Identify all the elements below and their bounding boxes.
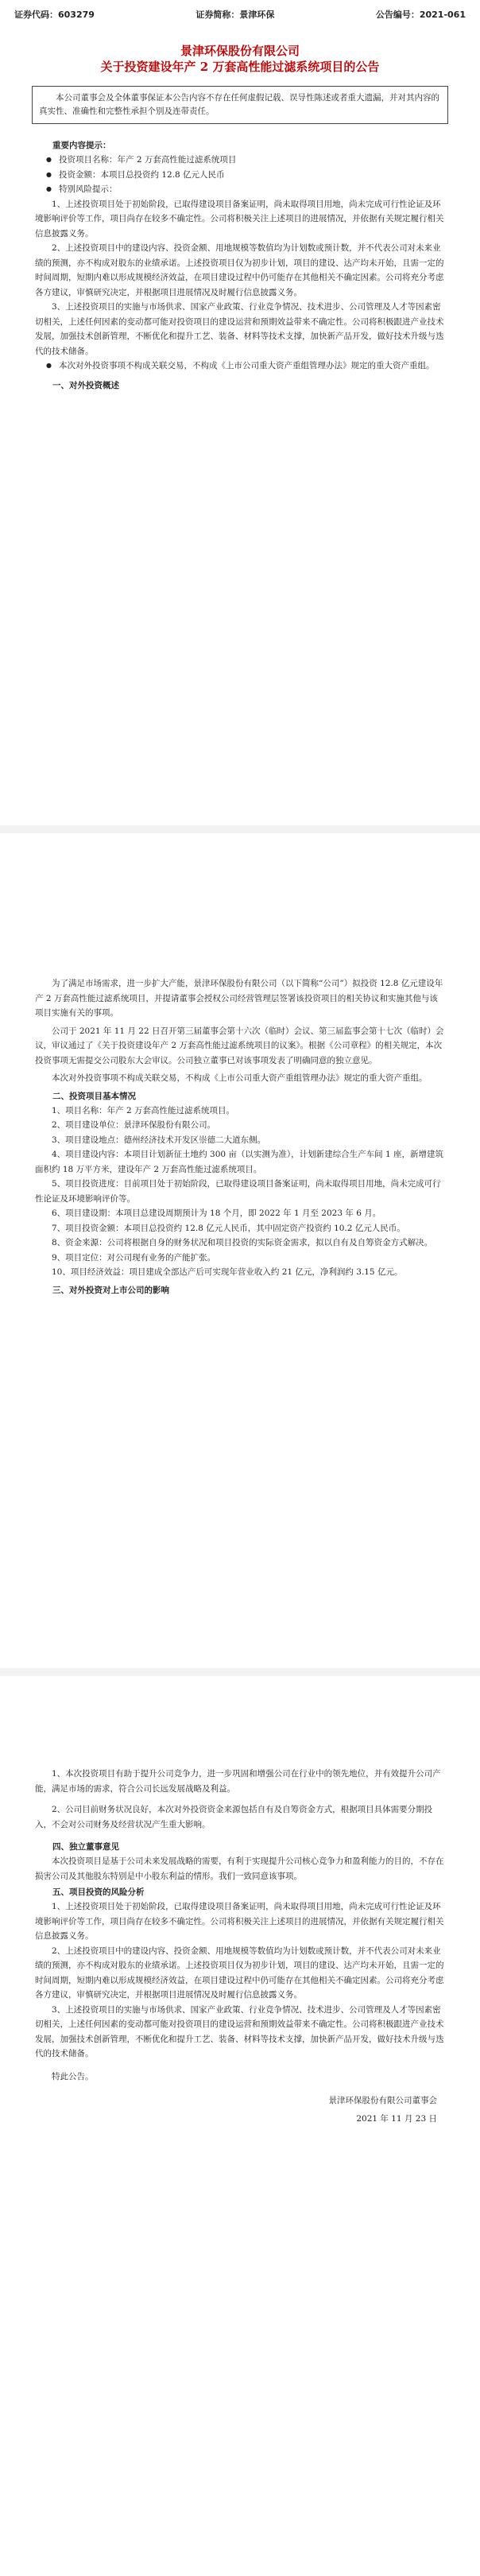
page-2 <box>0 833 480 1668</box>
project-info-item: 5、项目投资进度：目前项目处于初始阶段，已取得建设项目备案证明，尚未取得项目用地，尚未完成可行性论证及环境影响评价等。 <box>35 1179 441 1204</box>
page-1 <box>0 0 480 825</box>
section-3-heading: 三、对外投资对上市公司的影响 <box>52 1285 169 1295</box>
project-info-item: 6、项目建设期：本项目总建设周期预计为 18 个月，即 2022 年 1 月至 2023 年 6 月。 <box>52 1208 381 1218</box>
section-2-heading: 二、投资项目基本情况 <box>52 1091 136 1101</box>
impact-paragraph: 2、公司目前财务状况良好，本次对外投资资金来源包括自有及自筹资金方式，根据项目具体需要分期投入，不会对公司财务及经营状况产生重大影响。 <box>35 1805 433 1829</box>
project-info-item: 2、项目建设单位：景津环保股份有限公司。 <box>52 1120 216 1130</box>
stock-abbreviation: 证券简称：景津环保 <box>195 10 275 20</box>
section-1-heading: 一、对外投资概述 <box>52 380 119 390</box>
section-4-heading: 四、独立董事意见 <box>52 1842 119 1852</box>
document-title: 关于投资建设年产 2 万套高性能过滤系统项目的公告 <box>100 60 380 74</box>
risk-analysis-paragraph: 2、上述投资项目中的建设内容、投资金额、用地规模等数值均为计划数或预计数，并不代表公司对未来业绩的预测，亦不构成对股东的业绩承诺。上述投资项目仅为初步计划，项目的建设、达产均未开始，且需一定的时间周期，短期内难以形成规模经济效益，在项目建设过程中仍可能存在其他相关不确定因素。公司将充分考虑各方建议，审慎研究决定，并根据项目进展情况及时履行信息披露义务。 <box>35 1946 444 2000</box>
section-1-body <box>0 833 480 1298</box>
project-info-item: 4、项目建设内容：本项目计划新征土地约 300 亩（以实测为准），计划新建综合生产车间 1 座，新增建筑面积约 18 万平方米，建设年产 2 万套高性能过滤系统项目。 <box>35 1150 444 1174</box>
risk-item-3: 3、上述投资项目的实施与市场供求、国家产业政策、行业竞争情况、技术进步、公司管理及人才等因素密切相关，上述任何因素的变动都可能对投资项目的建设运营和预期效益带来不确定性。公司将积极跟进产业技术发展，加强技术创新管理，不断优化和提升工艺、装备、材料等技术支撑，加快新产品开发，做好技术升级与迭代的技术储备。 <box>35 302 444 356</box>
project-info-item: 1、项目名称：年产 2 万套高性能过滤系统项目。 <box>52 1105 235 1115</box>
project-info-item: 7、项目投资金额：本项目总投资约 12.8 亿元人民币，其中固定资产投资约 10.2 亿元人民币。 <box>52 1223 405 1233</box>
key-points <box>0 138 480 393</box>
signer: 景津环保股份有限公司董事会 <box>328 2096 437 2105</box>
closing-statement: 特此公告。 <box>52 2071 94 2081</box>
section-5-heading: 五、项目投资的风险分析 <box>52 1887 145 1897</box>
project-info-item: 10、项目经济效益：项目建成全部达产后可实现年营业收入约 21 亿元，净利润约 3.15 亿元。 <box>52 1267 403 1277</box>
risk-analysis-paragraph: 3、上述投资项目的实施与市场供求、国家产业政策、行业竞争情况、技术进步、公司管理及人才等因素密切相关，上述任何因素的变动都可能对投资项目的建设运营和预期效益带来不确定性。公司将积极跟进产业技术发展，加强技术创新管理，不断优化和提升工艺、装备、材料等技术支撑，加快新产品开发，做好技术升级与迭代的技术储备。 <box>35 2004 444 2058</box>
signature-date: 2021 年 11 月 23 日 <box>356 2113 437 2124</box>
page-3 <box>0 1676 480 2576</box>
project-name-point: ● 投资项目名称：年产 2 万套高性能过滤系统项目 <box>35 153 445 168</box>
section-1-paragraph: 公司于 2021 年 11 月 22 日召开第三届董事会第十六次（临时）会议、第三届监事会第十七次（临时）会议，审议通过了《关于投资建设年产 2 万套高性能过滤系统项目的议案》。根据《公司章程》的相关规定，本次投资事项无需提交公司股东大会审议。公司独立董事已对该事项发表了明确同意的独立意见。 <box>35 1026 444 1065</box>
company-name: 景津环保股份有限公司 <box>180 44 300 58</box>
investment-amount-point: ● 投资金额：本项目总投资约 12.8 亿元人民币 <box>35 168 445 183</box>
project-info-item: 3、项目建设地点：德州经济技术开发区崇德二大道东侧。 <box>52 1135 266 1145</box>
section-3-body <box>0 1676 480 2126</box>
disclaimer-box: 本公司董事会及全体董事保证本公告内容不存在任何虚假记载、误导性陈述或者重大遗漏，并对其内容的真实性、准确性和完整性承担个别及连带责任。 <box>32 86 448 124</box>
risk-analysis-paragraph: 1、上述投资项目处于初始阶段，已取得建设项目备案证明，尚未取得项目用地，尚未完成可行性论证及环境影响评价等工作，项目尚存在较多不确定性。公司将积极关注上述项目的进展情况，并依据有关规定履行相关信息披露义务。 <box>35 1902 444 1941</box>
notice-number: 公告编号：2021-061 <box>375 10 466 20</box>
stock-code: 证券代码：603279 <box>14 10 95 20</box>
risk-item-1: 1、上述投资项目处于初始阶段，已取得建设项目备案证明，尚未取得项目用地，尚未完成可行性论证及环境影响评价等工作，项目尚存在较多不确定性。公司将积极关注上述项目的进展情况，并依据有关规定履行相关信息披露义务。 <box>35 199 444 239</box>
section-1-paragraph: 为了满足市场需求，进一步扩大产能，景津环保股份有限公司（以下简称“公司”）拟投资 12.8 亿元建设年产 2 万套高性能过滤系统项目，并提请董事会授权公司经营管理层签署该投资项目的相关协议和实施其他与该项目实施有关的事项。 <box>35 979 443 1018</box>
risk-item-2: 2、上述投资项目中的建设内容、投资金额、用地规模等数值均为计划数或预计数，并不代表公司对未来业绩的预测，亦不构成对股东的业绩承诺。上述投资项目仅为初步计划，项目的建设、达产均未开始，且需一定的时间周期，短期内难以形成规模经济效益，在项目建设过程中仍可能存在其他相关不确定因素。公司将充分考虑各方建议，审慎研究决定，并根据项目进展情况及时履行信息披露义务。 <box>35 243 444 297</box>
independent-director-opinion: 本次投资项目是基于公司未来发展战略的需要，有利于实现提升公司核心竞争力和盈利能力的目的，不存在损害公司及其他股东特别是中小股东利益的情形。我们一致同意该事项。 <box>35 1856 444 1881</box>
key-points-heading: 重要内容提示： <box>52 141 111 150</box>
no-related-transaction-point: ● 本次对外投资事项不构成关联交易，不构成《上市公司重大资产重组管理办法》规定的重大资产重组。 <box>35 359 445 374</box>
impact-paragraph: 1、本次投资项目有助于提升公司竞争力，进一步巩固和增强公司在行业中的领先地位，并有效提升公司产能，满足市场的需求，符合公司长远发展战略及利益。 <box>35 1769 441 1794</box>
document-header <box>0 0 480 21</box>
project-info-item: 8、资金来源：公司将根据自身的财务状况和项目投资的实际资金需求，拟以自有及自筹资金方式解决。 <box>52 1238 433 1247</box>
risk-heading-point: ● 特别风险提示： <box>35 182 445 197</box>
project-info-item: 9、项目定位：对公司现有业务的产能扩张。 <box>52 1252 216 1263</box>
section-1-paragraph: 本次对外投资事项不构成关联交易，不构成《上市公司重大资产重组管理办法》规定的重大资产重组。 <box>52 1073 428 1083</box>
